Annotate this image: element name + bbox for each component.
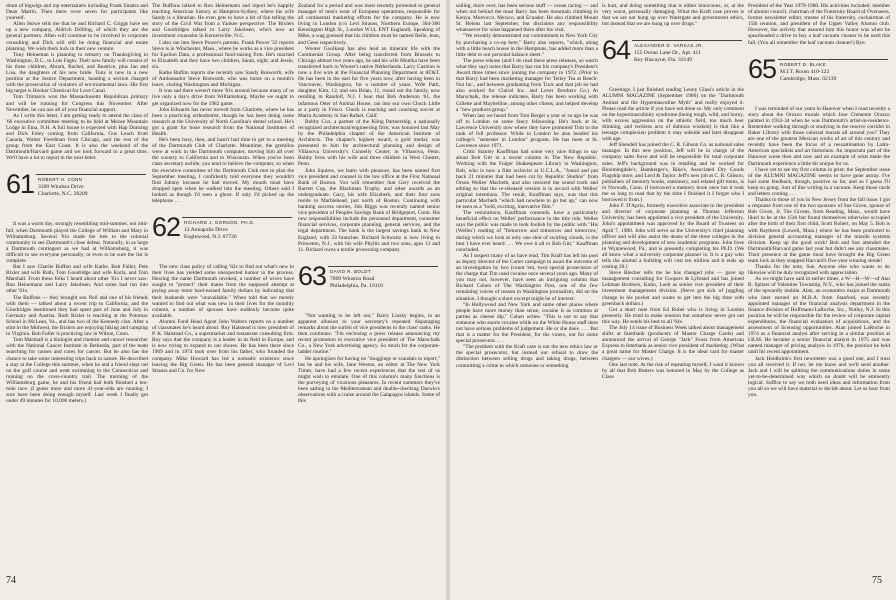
header-rule <box>182 217 292 218</box>
paragraph: Tom Trimarco won the Massachusetts Republican primary and will be running for Congress this November. After November, he can use all of your financial support. <box>6 94 148 113</box>
secretary-address-line1: 3300 Windsor Drive <box>38 184 84 191</box>
paragraph: The July 14 issue of Business Week talked about management shifts at Interbank (producers of Master Charge Cards) and announced the arrival of George "Jack" Feuss from American Express to Interbank as senior vice president of marketing. (What a great name for Master Charge. It is the ideal card for master chargers — our wives.) <box>602 325 744 362</box>
secretary-name: ROBERT H. CONN <box>38 177 83 183</box>
paragraph: I have yet to see my first column in print; the September issue of the ALUMNI MAGAZINE seems to have gone astray. I've had some feedback, though, positive so far, and so I guess I'll keep on going. Sort of like writing in a vacuum. Keep those cards and letters coming . . . <box>748 166 890 197</box>
secretary-address-line2: Philadelphia, Pa. 19118 <box>330 282 383 289</box>
paragraph: Tom Marshall is a biologist and chemist and cancer researcher with the National Cancer Institute in Bethesda, part of the team searching for causes and cures for cancer. But he also has the chance to take some interesting trips back to nature. He described a stay at the College this summer, when he and a friend slept out on the golf course and went swimming in the Connecticut and running on the cross-country trail. The morning of the Williamsburg game, he and his friend had both finished a ten-mile race. (I guess more and more 41-year-olds are running; I sure have been doing enough myself. Last week I finally got under 49 minutes for 10,000 meters.) <box>6 337 148 405</box>
column-5 <box>602 3 744 571</box>
secretary-address-line2: Englewood, N.J. 07726 <box>184 234 237 241</box>
class-number: 64 <box>602 35 631 66</box>
paragraph: One last note. At the risk of repeating myself, I want it known by all that Bob Butters was honored in May by the College as Class <box>602 361 744 380</box>
class-number: 65 <box>748 53 777 84</box>
paragraph: sailing, more over, has been serious stuff — ocean racing — and when not behind the mast Barry has been mountain climbing in Kenya, Morrocco, Mexico, and Ecuador. He also climbed Mount St. Helens last September, but disclaims any responsibility whatsoever for what happened there after his visit. <box>456 3 598 34</box>
paragraph: I was reminded of our years in Hanover when I read recently a story about the Orozco murals which Jose Clemente Orozco painted in 1932-34 when he was Dartmouth's artist-in-residence. Remember walking through or studying in the reserve corridor in Baker Library with those colossal murals all around you? They are one of the greatest Mexican works of art of this century and recently have been the focus of a reexamination by Latin-American specialists and art historians. An important part of the Hanover scene then and now and an example of what made the Dartmouth experience a little bit unique for us. <box>748 105 890 167</box>
paragraph: Jack Heidbrink's first newsletter was a good one, and I trust you all received it. If not, let me know and we'll send another. Jack and I will be splitting the communications duties in some yet-to-be-determined way which no doubt will be eminently logical. Suffice to say we both need ideas and information from you all so we will have material to decide about. Let us hear from you. <box>748 355 890 399</box>
secretary-name: RICHARD J. GORDON, PH.D. <box>184 220 255 226</box>
paragraph: When last we heard from Tom Berger a year or so ago he was off to London on some fancy fellowship. He's back at St. Lawrence University now where they have promoted Tom to the rank of full professor. While in London he also headed his college's "semester in London" program. He has been at St. Lawrence since 1971. <box>456 112 598 150</box>
paragraph: The restorations, Kauffman contends, have a particularly beneficial effect on Welles' performance in the title role. Welles says the public was made to look foolish by the public with "His (Welles') reading of 'Tomorrow and tomorrow and tomorrow,' during which we look at only one shot of swirling clouds, is the best I have ever heard . . . We owe it all to Bob Gitt," Kauffman concluded. <box>456 210 598 253</box>
paragraph: "The problem with the Kraft case is not the new ethics law or the special prosecutor, but instead our refusal to draw the distinction between selling drugs and taking drugs, between committing a crime in which someone or something <box>456 344 598 369</box>
paragraph: The Buffons — they brought son Neil and one of his friends with them — talked about a recent trip to California, and the Goodridges mentioned they had spent part of June and July in Germany and Austria. Ruth Bixler is teaching at the Potomac School in McLean, Va., and has two of the Kennedy clan. After a stint in the Midwest, the Bixlers are enjoying hiking and camping in Virginia. Bob Fuller is practicing law in Wilton, Conn. <box>6 294 148 338</box>
col1-text-b <box>6 221 148 404</box>
page-gutter <box>446 0 450 600</box>
class-header-65 <box>748 54 890 100</box>
paragraph: He's been busy, then, and hasn't had time to get to a meeting of the Dartmouth Club of Charlotte. Meantime, the gremlins were at work in the Dartmouth computer, moving him all over the country to California and to Wisconsin. When you've been class secretary awhile, you tend to believe the computer, so when the executive committee of the Dartmouth Club met to plan the September meeting, I confidently told everyone they wouldn't find Johnny because he had moved. My mouth must have dropped open when he walked into the meeting. Others said I looked as though I'd seen a ghost. If only I'd picked up the telephone . . . <box>152 137 294 204</box>
paragraph: The new class policy of calling '62s to find out what's new in their lives has yielded some unexpected humor in the process. Hearing the name Dartmouth invoked, a number of wives have sought to "protect" their mates from the supposed attempt at prying away more hard-earned family dollars by indicating that their husbands were "unavailable." When told that we merely wanted to find out what was new in their lives for the monthly column, a number of spouses have suddenly become quite available. <box>152 264 294 319</box>
col5-text-b <box>602 87 744 380</box>
paragraph: I also ran into Steve Power's parents. Frank Power '32 reports Steve is in Winchester, Mass., where he works as a vice president for Epsilon Data, a professional fund-raising firm. He's married to Elizabeth and they have two children, Sarah, eight, and Jessie, six. <box>152 39 294 70</box>
class-header-64 <box>602 35 744 81</box>
header-rule <box>328 266 438 267</box>
paragraph: Jeff Shendell has joined the C. R. Gibson Co. as national sales manager. In this new position, Jeff will be in charge of the company sales force and will be responsible for total corporate sales. Jeff's background was in retailing and he worked for Bloomingdale's, Bamberger's, Rike's, Associated Dry Goods Flagship store, and Lord & Taylor. Jeff's new job at C. R. Gibson, publishers of memory books, stationery, and related gift items, is in Norwalk, Conn. (I borrowed a memory book once but it took me so long to read that by the time I finished it I forgot who I borrowed it from.) <box>602 142 744 204</box>
paragraph: Thanks for the note, Sue. Anyone else who wants to do likewise will be duly recognized with appreciation. <box>748 264 890 277</box>
col3-text-b <box>298 313 440 404</box>
secretary-name: DAVID R. BOLDT <box>330 268 372 274</box>
column-3 <box>298 3 440 571</box>
page-number-left: 74 <box>6 575 16 586</box>
paragraph: As we might have said in earlier times, a W—H—W—of Ann B. Spitzer of Valentine Township, N.Y., who has joined the ranks of the upwardly mobile. Alan, an economics major at Dartmouth who later earned an M.B.A. from Stanford, was recently appointed manager of the financial analysis department in the finance division of Hoffmann-LaRoche, Inc., Nutley, N.J. In this position he will be responsible for the review of corporate capital expenditures, the financial evaluation of acquisitions, and the assessment of licensing opportunities. Alan joined LaRoche in 1974 as a financial analyst after serving in a similar position at I.B.M. He became a senior financial analyst in 1975 and was named manager of pricing analysis in 1976, the position he held until his recent appointment. <box>748 276 890 356</box>
header-rule <box>632 40 742 41</box>
col4-text-a <box>456 3 598 369</box>
paragraph: Wooter Goolkasp has also lead an itinerant life with the Continental Group. After being transferred from Brussels to Chicago almost two years ago, he and his wife Monika have been transferred back to Wooter's native Netherlands. Larry Cushion is now a live wire at the Financial Planning Department at AT&T. He has been in the east for five years now, after having been in Vancouver, Washington, for a number of years. Wife Patti, daughter Kim, 12, and son Brian, 11, round out the family, now residing in Randolf, N.J. I hear that Bob Anderson '61, the infamous Otter of Animal House, ran into our own Chuck Little at a party in Frisco. Chuck is teaching and coaching soccer at Marin Academy in San Rafael, Calif. <box>298 45 440 119</box>
column-6 <box>748 3 890 571</box>
paragraph: Bobby Cox, a partner of the Kling Partnership, a nationally recognized architectural/engineering firm, was honored last May by the Philadelphia chapter of the American Institute of Architects. The chapter's highest award, a gold medal, was presented to him for architectural planning and design of Villanova University's Connelly Center, in Villanova, Penn. Bobby lives with his wife and three children in West Chester, Penn. <box>298 118 440 168</box>
column-4 <box>456 3 598 571</box>
paragraph: "Not wanting to be left out," Barry Linsky begins, in an apparent allusion to your secretary's repeated disparaging remarks about the surfeit of vice presidents in the class' ranks. He then continues: "I'm enclosing a press release announcing my recent promotion to executive vice president of The Marschalk Co., a New York advertising agency. So much for the corporate-ladder routine." <box>298 312 440 356</box>
paragraph: Kathe Buffon reports she recently saw Sandy Bosworth, wife of Ambassador Steve Bosworth, who was home on a month's leave, visiting Washington and Michigan. <box>152 70 294 89</box>
col1-text-a <box>6 3 148 161</box>
class-header-62 <box>152 212 294 258</box>
paragraph: John Edwards has never moved from Charlotte, where he has been a practicing orthodontist, though he has been doing some research at the University of North Carolina's dental school. He's got a grant for bone research from the National Institutes of Health. <box>152 106 294 137</box>
class-number: 61 <box>6 169 35 200</box>
col5-text-a <box>602 3 744 27</box>
secretary-name: ALEXANDER D. VARKAS JR. <box>634 43 704 49</box>
col2-text-a <box>152 3 294 204</box>
paragraph: Steve Blecher tells me he has changed jobs — gave up management consulting for Coopers & Lybrand and has joined Lehman Brothers, Kuhn, Loeb as senior vice president of their investment management division. (Steve got sick of juggling change in his pocket and wants to get into the big time with greenback dollars.) <box>602 270 744 307</box>
header-rule <box>36 174 146 175</box>
col6-text-a <box>748 3 890 46</box>
class-header-63 <box>298 261 440 307</box>
paragraph: It was sad there weren't more '61s around because many of us live only a day's drive from Williamsburg. Maybe we ought to get organized now for the 1982 game. <box>152 88 294 107</box>
class-number: 63 <box>298 260 327 291</box>
paragraph: The press release (and I do read these press releases, so watch what they say) notes that Barry has run his company's President's Award three times since joining the company in 1972. (Prior to that Barry had been marketing manager for Tetley Tea at Beech-Nut Inc., and between graduating from Tuck and that job he had also worked for Clairol Inc. and Lever Brothers Co.) At Marschalk, the release indicates, Barry has been working with Gillette and Maybelline, among other clients, and helped develop a "new products group." <box>456 57 598 113</box>
paragraph: "In Hollywood and New York and some other places where people have more money than sense, cocaine is as common at parties as cheese dip," Cohen writes. "This is not to say that someone who snorts cocaine while on the White House staff does not have serious problems of judgement. He or she does. . . . But that is a matter for the President, for the voters, not for some special prosecutor. . . . <box>456 301 598 345</box>
paragraph: Thanks to those of you in New Jersey from the fall issue: I got a response from one of the two sponsors of Sue Given, spouse of Bob Given, Jr. The Givens, from Reading, Mass., would have liked to be at the 15th but found themselves otherwise occupied after the birth of their first child, Scott Robert, on May 5. Bob is with Raytheon (Lowell, Mass.) where he has been promoted to division general accounting manager of the missile systems division. Keep up the good work! Bob and Sue attended the Dartmouth/Harvard game last year but didn't see any classmates. Their presence at the game must have brought the Big Green team luck as they snapped Harvard's five-year winning streak! <box>748 197 890 264</box>
column-1 <box>6 3 148 571</box>
paragraph: It was a warm day, strongly resembling mid-summer, not mid-fall, when Dartmouth played the College of William and Mary in Williamsburg. Several '61s made the trek to the colonial community to see Dartmouth's close defeat. Naturally, in as large a Dartmouth contingent as we had at Williamsburg, it was difficult to see everyone personally, or even to be sure the list is complete. <box>6 221 148 264</box>
paragraph: Zealand for a period and was most recently promoted to general manager of men's wear of European operations, responsible for all continental marketing efforts for the company. He is now living in London (c/o Levi Strauss, Northern Europe, 364-366 Kensington High St., London W14, ENT England). Speaking of Mike, a wag guessed that his children must be named Belle, Jean, and Gene respectively. <box>298 3 440 46</box>
paragraph: Critic Stanley Kauffman had some very nice things to say about Bob Gitt in a recent column in The New Republic. Working with the Folger Shakespeare Library in Washington, Bob, who is now a film archivist at U.C.L.A., "found and put back 21 minutes that had been cut by Republic Studios" from Orson Welles' Macbeth, and also restored the sound track and editing so that the re-released version is in accord with Welles' original intentions. The result, Kauffman says, was that this particular Macbeth "which had nowhere to go but up," can now be seen as a "bold, exciting, innovative film." <box>456 149 598 211</box>
secretary-address-line1: 12 Annapolis Drive <box>184 227 228 234</box>
paragraph: Got a short note from Ed Rubel who is living in London presently. He tried to make reunion but somehow never got out this way. He sends his best to all '64s. <box>602 306 744 325</box>
paragraph: Tony Heineman is planning to remarry on Thanksgiving in Washington, D.C., to Lois Fagin. Their new family will consist of his three children, Abram, Rachel, and Beatrice, plus Jan and Lisa, the daughters of his new bride. Tony is now in a new position at the Justice Department, heading a section charged with the prosecution of violators of environmental laws. His first big target is Hooker Chemical for Love Canal. <box>6 51 148 95</box>
paragraph: Allen Stowe tells me that he and Richard C. Griggs have set up a new company, Aldrich Drilling, of which they are the general partners. Allen will continue to be involved in corporate consulting and Dick will still be doing financial and estate planning. We wish them luck in their new venture. <box>6 21 148 52</box>
paragraph: "We recently demonstrated our commitment to New York City by purchasing a co-op here," Barry also reports, "which, along with a little beach house in the Hamptons, has added more than a little debt to our personal balance sheet." <box>456 33 598 58</box>
paragraph: is hurt, and doing something that is either innocuous, or, at the very worst, personally damaging. What the Kraft case proves is that we are not hung up over Watergate and government ethics, but instead that we are hung up over drugs." <box>602 3 744 28</box>
secretary-address-line1: 7809 Winston Road <box>330 275 375 282</box>
paragraph: Alumni Fund Head Agent John Walters reports on a number of classmates he's heard about: Roy Halstead is now president of P. K. Halstead Co., a supermarket and restaurant consulting firm. Roy says that the company is a leader in its field in Europe, and is now trying to expand to our shores. He has been there since 1969 and in 1974 took over from his father, who founded the company. Mike Howard has led a nomadic existence since leaving the Big Green. He has been general manager of Levi Strauss and Co. for New <box>152 318 294 374</box>
class-number: 62 <box>152 212 181 243</box>
paragraph: John Squires, we learn with pleasure, has been named first vice president and counsel in the law office at the First National Bank of Boston. You will remember that Gary received the Barrett Cup, the Blackman Trophy, and other awards as an undergraduate. Gary, his wife Elizabeth, and their four sons reside in Marblehead, just north of Boston. Continuing with banking success stories, Jim Biggs was recently named senior vice president of Peoples Savings Bank of Bridgeport, Conn. His new responsibilities include the personnel department, consumer financial services, corporate planning, general services, and the legal department. The bank is the largest savings bank in New England, with 33 branches. Richard Schwartz is now living in Princeton, N.J., with his wife Phyllis and two sons, ages 13 and 11. Richard owns a textile processing company. <box>298 167 440 253</box>
paragraph: As I suspect many of us have read, Tim Kraft has left his post as deputy director of the Carter campaign to await the outcome of an investigation by two (count 'em, two) special prosecutors of the charge that Tim used cocaine once several years ago. Many of you may not, however, have seen an intriguing column that Richard Cohen of The Washington Post, one of the few remaining voices of reason in Washington journalism, did on the situation. I thought a short excerpt might be of interest: <box>456 252 598 302</box>
secretary-address-line2: Key Biscayne, Fla. 33149 <box>634 57 692 64</box>
col3-text-a <box>298 3 440 253</box>
secretary-address-line2: Cambridge, Mass. 02139 <box>780 75 837 82</box>
paragraph: drum of bigwigs and top entertainers including Frank Sinatra and Dean Martin. Then there were seven for participants like yourself. <box>6 3 148 22</box>
header-rule <box>778 59 888 60</box>
paragraph: As I write this letter, I am getting ready to attend the class of '66 executive committee meeting to be held at Moose Mountain Lodge in Etna, N.H. A full house is expected with Hap Dunning and Dick Foley coming from California, Gus Leach from Canada, Walter Freedman from Chicago, and the rest of the group from the East Coast. It is also the weekend of the Dartmouth/Harvard game and we look forward to a great time. We'll have a lot to report in the next letter. <box>6 112 148 162</box>
secretary-address-line1: M.I.T. Room 410-122 <box>780 68 830 75</box>
secretary-address-line2: Charlotte, N.C. 28209 <box>38 191 88 198</box>
paragraph: Greetings. I just finished reading Lenny Glass's article in the ALUMNI MAGAZINE (September 1980) on the "Dartmouth Animal and the Hypermasculine Myth" and really enjoyed it. Please read the article if you have not done so. My only comment on the hypermasculinity syndrome (being tough, wild, and horny, with excess aggression on the athletic field, too much beer drinking, and reckless acts of dubious wisdom) is that like a teenage complexion problem it may subside and later disappear with age. <box>602 87 744 143</box>
paragraph: John F. D'Aprix, formerly executive associate to the president and director of corporate planning at Thomas Jefferson University, has been appointed a vice president of the University. John's appointment was approved by the Board of Trustees on April 7, 1980. John will serve as the University's chief planning officer and will also assist the deans of the three colleges in the planning and development of new academic programs. John lives in Wynnewood, Pa., and is presently completing his Ph.D. (We all know what a university corporate planner is: It is a guy who tells the alumni a building will cost ten million and it ends up costing 20.) <box>602 203 744 271</box>
paragraph: He apologizes for having no "muggings or scandals to report," but he and his wife, Jane Weston, an editor at The New York Times, have had a few recent experiences that the rest of us might wish to emulate. One of this column's many functions is the purveying of vicarious pleasures. In recent summers they've been sailing in the Mediterranean and double-checking Darwin's observations with a cruise around the Galapagos islands. Some of this <box>298 355 440 405</box>
column-2 <box>152 3 294 571</box>
paragraph: The Buffons talked to Ron Heinemann and report he's happily teaching American history at Hampton-Sydney, where his wife Sandy is a librarian. He even gets to have a bit of fun telling the story of the Civil War from a Yankee perspective. The Bixlers and Goodridges talked to Larry Jakobsen, who's now an investment counselor in Kernersville, N.C. <box>152 3 294 40</box>
secretary-name: ROBERT D. BLAKE <box>780 61 827 67</box>
class-header-61 <box>6 169 148 215</box>
paragraph: President of the Year 1979-1980. His activities included: member of alumni council, chairman of the Fraternity Board of Overseers, former newsletter editor, trustee of his fraternity, cochairman of 15th reunion, and president of the Upper Valley Alumni club. However, the activity that assured him this honor was when he spearheaded a drive to buy a leaf vacuum cleaner to be used this fall. (You all remember the leaf vacuum cleaner!) Bye. <box>748 3 890 46</box>
col6-text-b <box>748 106 890 399</box>
secretary-address-line1: 155 Ocean Lane Dr., Apt. 411 <box>634 50 701 57</box>
page-number-right: 75 <box>872 575 882 586</box>
paragraph: But I saw Charlie Buffon and wife Kathe, Bob Fuller, Pete Bixler and wife Ruth, Tom Goodridge and wife Karla, and Tom Marshall. From these folks I heard about other '61s I never saw: Ron Heinemann and Larry Jakobsen. And some had run into other '61s. <box>6 264 148 295</box>
col2-text-b <box>152 264 294 374</box>
